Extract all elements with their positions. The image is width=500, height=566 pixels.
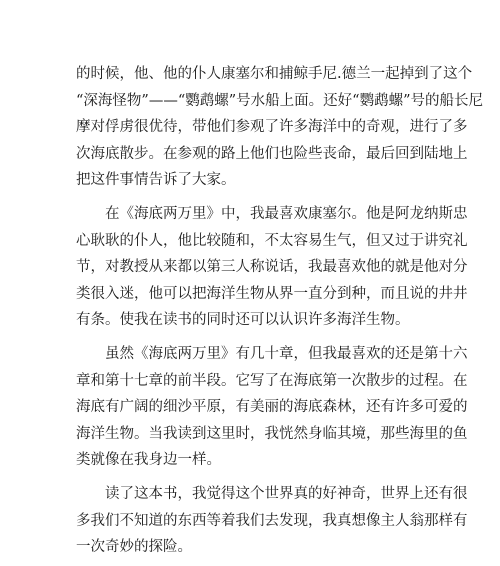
text-line: 虽然《海底两万里》有几十章，但我最喜欢的还是第十六 [105,346,468,362]
text-line: 多我们不知道的东西等着我们去发现，我真想像主人翁那样有 [76,512,468,529]
text-line: 次海底散步。在参观的路上他们也险些丧命，最后回到陆地上 [76,145,468,162]
paragraph-4 [76,481,468,561]
text-line: 海底有广阔的细沙平原，有美丽的海底森林，还有许多可爱的 [76,399,468,415]
text-line: 有条。使我在读书的同时还可以认识许多海洋生物。 [76,312,410,328]
text-line: 一次奇妙的探险。 [76,539,192,555]
paragraph-2 [76,201,468,334]
text-line: 章和第十七章的前半段。它写了在海底第一次散步的过程。在 [76,372,468,389]
text-line: 海洋生物。当我读到这里时，我恍然身临其境，那些海里的鱼 [76,425,468,442]
text-line: 的时候，他、他的仆人康塞尔和捕鲸手尼.德兰一起掉到了这个 [76,66,473,82]
text-line: 心耿耿的仆人，他比较随和，不太容易生气，但又过于讲究礼 [76,232,468,249]
text-line: 把这件事情告诉了大家。 [76,172,236,188]
paragraph-1 [76,61,483,194]
text-line: “深海怪物”——“鹦鹉螺”号水船上面。还好“鹦鹉螺”号的船长尼 [76,92,483,109]
paragraph-3 [76,341,468,474]
text-line: 类就像在我身边一样。 [76,452,221,468]
text-line: 读了这本书，我觉得这个世界真的好神奇，世界上还有很 [105,486,468,502]
text-line: 摩对俘虏很优待，带他们参观了许多海洋中的奇观，进行了多 [76,119,468,135]
text-line: 节，对教授从来都以第三人称说话，我最喜欢他的就是他对分 [76,259,468,275]
text-line: 在《海底两万里》中，我最喜欢康塞尔。他是阿龙纳斯忠 [105,206,468,222]
text-line: 类很入迷，他可以把海洋生物从界一直分到种，而且说的井井 [76,285,468,302]
